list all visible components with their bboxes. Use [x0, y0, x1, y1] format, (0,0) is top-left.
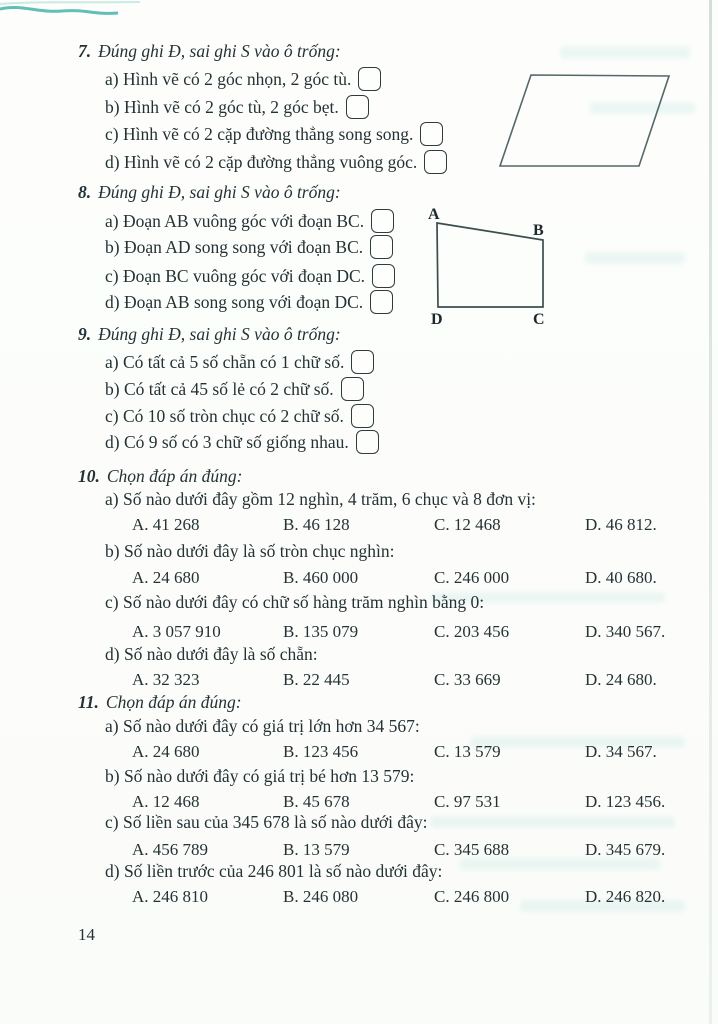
part-text: a) Số nào dưới đây gồm 12 nghìn, 4 trăm, 6 chục và 8 đơn vị:: [105, 489, 536, 509]
item-text: c) Đoạn BC vuông góc với đoạn DC.: [105, 265, 366, 286]
answer-box: [372, 264, 395, 288]
option-b: B. 13 579: [283, 840, 350, 859]
option-c: C. 246 800: [434, 887, 510, 906]
q7-item-c: [105, 121, 443, 147]
q7-item-a: [105, 66, 381, 92]
q10-options-a: [132, 515, 657, 535]
question-7-header: [78, 41, 341, 62]
option-d: D. 40 680.: [585, 568, 657, 587]
answer-box: [371, 209, 394, 233]
answer-box: [358, 67, 381, 91]
option-a: A. 456 789: [132, 840, 209, 859]
question-prompt: Đúng ghi Đ, sai ghi S vào ô trống:: [98, 324, 341, 344]
question-number: 9.: [78, 324, 92, 344]
option-b: B. 45 678: [283, 792, 350, 811]
item-text: d) Đoạn AB song song với đoạn DC.: [105, 291, 364, 312]
option-c: C. 203 456: [434, 622, 510, 641]
bleed-artifact: [560, 46, 690, 59]
q9-item-b: [105, 376, 364, 402]
question-number: 11.: [78, 692, 99, 712]
question-prompt: Chọn đáp án đúng:: [105, 692, 242, 712]
figure-parallelogram: [470, 60, 710, 200]
part-text: c) Số liền sau của 345 678 là số nào dưới đây:: [105, 812, 428, 832]
option-c: C. 246 000: [434, 568, 510, 587]
option-d: D. 34 567.: [585, 742, 657, 761]
q10-part-c: [105, 592, 484, 613]
item-text: c) Có 10 số tròn chục có 2 chữ số.: [105, 405, 344, 426]
option-a: A. 3 057 910: [132, 622, 221, 641]
q10-options-c: [132, 622, 665, 642]
question-prompt: Đúng ghi Đ, sai ghi S vào ô trống:: [98, 41, 341, 61]
vertex-label-a: A: [428, 206, 440, 223]
answer-box: [346, 95, 369, 119]
question-8-header: [78, 182, 341, 203]
q11-options-a: [132, 742, 657, 762]
item-text: d) Có 9 số có 3 chữ số giống nhau.: [105, 431, 349, 452]
q9-item-c: [105, 403, 374, 429]
q8-item-d: [105, 289, 393, 315]
page-number: 14: [78, 925, 95, 944]
figure-quadrilateral: [420, 195, 600, 335]
option-a: A. 24 680: [132, 742, 200, 761]
item-text: d) Hình vẽ có 2 cặp đường thẳng vuông góc.: [105, 151, 418, 172]
option-b: B. 123 456: [283, 742, 359, 761]
option-c: C. 13 579: [434, 742, 501, 761]
q8-item-a: [105, 208, 394, 234]
item-text: b) Hình vẽ có 2 góc tù, 2 góc bẹt.: [105, 96, 339, 117]
q7-item-b: [105, 94, 369, 120]
q11-options-d: [132, 887, 665, 907]
item-text: a) Đoạn AB vuông góc với đoạn BC.: [105, 210, 365, 231]
question-9-header: [78, 324, 341, 345]
bleed-artifact: [430, 816, 675, 828]
q11-options-c: [132, 840, 665, 860]
option-b: B. 246 080: [283, 887, 359, 906]
question-11-header: [78, 692, 242, 713]
option-c: C. 345 688: [434, 840, 510, 859]
option-b: B. 460 000: [283, 568, 359, 587]
part-text: d) Số nào dưới đây là số chẵn:: [105, 644, 318, 664]
q10-part-b: [105, 541, 394, 562]
q9-item-a: [105, 349, 374, 375]
q11-part-a: [105, 716, 420, 737]
bleed-artifact: [585, 252, 685, 264]
option-b: B. 135 079: [283, 622, 359, 641]
option-b: B. 22 445: [283, 670, 350, 689]
vertex-label-c: C: [533, 311, 545, 328]
question-number: 8.: [78, 182, 92, 202]
q8-item-c: [105, 263, 395, 289]
scan-edge-mark: [0, 0, 140, 24]
item-text: c) Hình vẽ có 2 cặp đường thẳng song song.: [105, 123, 414, 144]
option-a: A. 32 323: [132, 670, 200, 689]
answer-box: [351, 404, 374, 428]
option-a: A. 24 680: [132, 568, 200, 587]
answer-box: [351, 350, 374, 374]
question-number: 10.: [78, 466, 100, 486]
q9-item-d: [105, 429, 379, 455]
option-c: C. 33 669: [434, 670, 501, 689]
option-a: A. 12 468: [132, 792, 200, 811]
answer-box: [370, 235, 393, 259]
question-prompt: Đúng ghi Đ, sai ghi S vào ô trống:: [98, 182, 341, 202]
question-prompt: Chọn đáp án đúng:: [106, 466, 243, 486]
answer-box: [420, 122, 443, 146]
item-text: b) Đoạn AD song song với đoạn BC.: [105, 236, 364, 257]
answer-box: [356, 430, 379, 454]
option-c: C. 97 531: [434, 792, 501, 811]
q11-options-b: [132, 792, 665, 812]
option-d: D. 340 567.: [585, 622, 666, 641]
option-a: A. 246 810: [132, 887, 209, 906]
vertex-label-d: D: [431, 311, 443, 328]
item-text: b) Có tất cả 45 số lẻ có 2 chữ số.: [105, 378, 334, 399]
answer-box: [341, 377, 364, 401]
part-text: b) Số nào dưới đây có giá trị bé hơn 13 579:: [105, 766, 415, 786]
q10-options-d: [132, 670, 657, 690]
q7-item-d: [105, 149, 447, 175]
item-text: a) Hình vẽ có 2 góc nhọn, 2 góc tù.: [105, 68, 352, 89]
item-text: a) Có tất cả 5 số chẵn có 1 chữ số.: [105, 351, 345, 372]
option-a: A. 41 268: [132, 515, 200, 534]
part-text: d) Số liền trước của 246 801 là số nào dưới đây:: [105, 861, 443, 881]
option-b: B. 46 128: [283, 515, 350, 534]
option-d: D. 345 679.: [585, 840, 666, 859]
question-10-header: [78, 466, 243, 487]
option-c: C. 12 468: [434, 515, 501, 534]
q11-part-d: [105, 861, 442, 882]
q10-part-a: [105, 489, 536, 510]
option-d: D. 123 456.: [585, 792, 666, 811]
option-d: D. 246 820.: [585, 887, 666, 906]
q10-options-b: [132, 568, 657, 588]
q11-part-b: [105, 766, 414, 787]
option-d: D. 46 812.: [585, 515, 657, 534]
vertex-label-b: B: [533, 222, 544, 239]
option-d: D. 24 680.: [585, 670, 657, 689]
q11-part-c: [105, 812, 428, 833]
part-text: a) Số nào dưới đây có giá trị lớn hơn 34 567:: [105, 716, 420, 736]
part-text: b) Số nào dưới đây là số tròn chục nghìn:: [105, 541, 395, 561]
answer-box: [424, 150, 447, 174]
q8-item-b: [105, 234, 393, 260]
part-text: c) Số nào dưới đây có chữ số hàng trăm nghìn bằng 0:: [105, 592, 485, 612]
question-number: 7.: [78, 41, 92, 61]
answer-box: [370, 290, 393, 314]
q10-part-d: [105, 644, 318, 665]
